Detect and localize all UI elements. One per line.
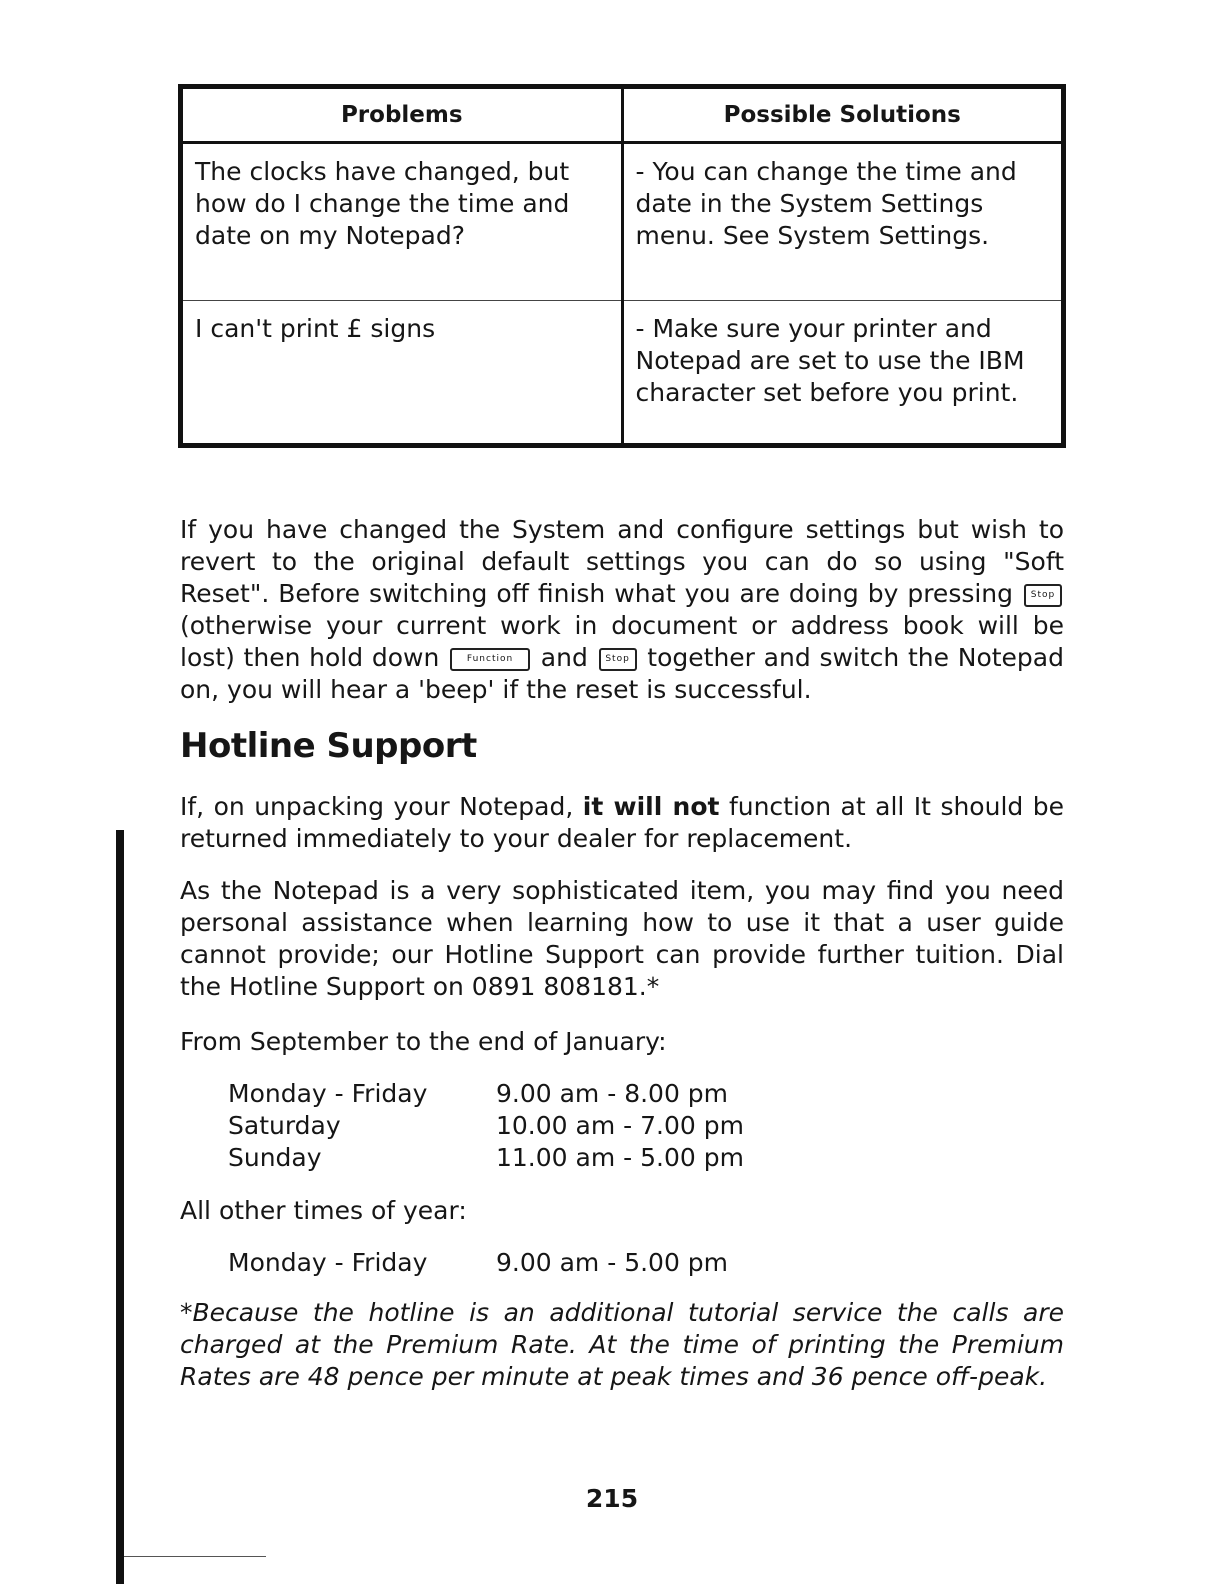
problem-cell: The clocks have changed, but how do I change the time and date on my Notepad? (181, 143, 623, 301)
hours-day: Sunday (228, 1143, 322, 1172)
unpacking-emphasis: it will not (582, 792, 720, 821)
problem-cell: I can't print £ signs (195, 314, 436, 343)
table-row (181, 143, 1064, 301)
table-row (181, 301, 1064, 446)
list-item (228, 1247, 728, 1279)
binding-foot-rule (124, 1556, 266, 1557)
hours-day: Saturday (228, 1111, 341, 1140)
hotline-support-heading: Hotline Support (180, 726, 477, 766)
reset-text-3: and (540, 643, 588, 672)
table-header-row (181, 87, 1064, 143)
function-key-icon: Function (450, 648, 530, 671)
binding-edge (116, 830, 124, 1584)
unpacking-paragraph (180, 791, 1064, 855)
season-hours-list (228, 1078, 744, 1174)
assistance-paragraph: As the Notepad is a very sophisticated item, you may find you need personal assistance when learning how to use it that a user guide cannot provide; our Hotline Support can provide further tuition. Dial the Hotline Support on 0891 808181.* (180, 876, 1064, 1001)
hours-time: 11.00 am - 5.00 pm (496, 1143, 744, 1172)
reset-text-2: (otherwise your current work in document or address book will be lost) then hold down (180, 611, 1064, 672)
list-item (228, 1110, 744, 1142)
header-possible-solutions: Possible Solutions (622, 87, 1064, 143)
hours-time: 10.00 am - 7.00 pm (496, 1111, 744, 1140)
premium-rate-note: *Because the hotline is an additional tutorial service the calls are charged at the Premium Rate. At the time of printing the Premium Rates are 48 pence per minute at peak times and 36 pence off-peak. (180, 1298, 1064, 1391)
soft-reset-paragraph (180, 514, 1064, 706)
hours-day: Monday - Friday (228, 1079, 428, 1108)
reset-text-4: together and switch the Notepad on, you will hear a 'beep' if the reset is successful. (180, 643, 1064, 704)
troubleshooting-table (178, 84, 1066, 448)
hours-day: Monday - Friday (228, 1248, 428, 1277)
solution-cell: - Make sure your printer and Notepad are set to use the IBM character set before you print. (622, 301, 1064, 446)
unpacking-text-1: If, on unpacking your Notepad, (180, 792, 574, 821)
other-times-label: All other times of year: (180, 1196, 467, 1225)
header-problems: Problems (181, 87, 623, 143)
hours-time: 9.00 am - 5.00 pm (496, 1248, 729, 1277)
list-item (228, 1142, 744, 1174)
solution-cell: - You can change the time and date in the System Settings menu. See System Settings. (622, 143, 1064, 301)
season-label: From September to the end of January: (180, 1027, 667, 1056)
reset-text-1: If you have changed the System and configure settings but wish to revert to the original default settings you can do so using "Soft Reset". Before switching off finish what you are doing by pressing (180, 515, 1064, 608)
stop-key-icon: Stop (1024, 584, 1062, 607)
list-item (228, 1078, 744, 1110)
other-hours-list (228, 1247, 728, 1279)
stop-key-icon: Stop (599, 648, 637, 671)
unpacking-text-2: function at all It should be returned immediately to your dealer for replacement. (180, 792, 1064, 853)
page-number: 215 (585, 1484, 639, 1513)
hours-time: 9.00 am - 8.00 pm (496, 1079, 729, 1108)
